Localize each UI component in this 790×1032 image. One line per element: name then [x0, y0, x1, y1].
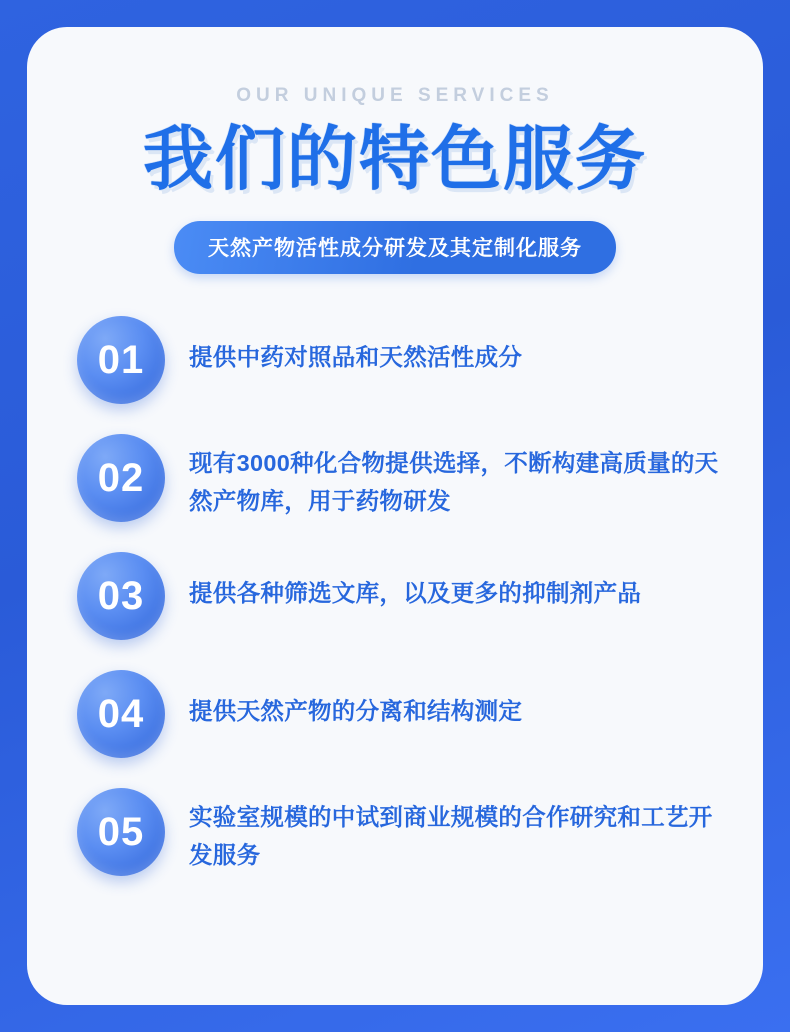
- service-description: 提供中药对照品和天然活性成分: [189, 344, 523, 370]
- list-item: [67, 788, 723, 906]
- service-number-badge: 02: [77, 434, 165, 522]
- service-description: 提供天然产物的分离和结构测定: [189, 698, 523, 724]
- service-list: [67, 316, 723, 906]
- eyebrow-text: OUR UNIQUE SERVICES: [236, 85, 554, 106]
- page-title-text: 我们的特色服务: [143, 120, 647, 198]
- service-description: 实验室规模的中试到商业规模的合作研究和工艺开发服务: [189, 804, 713, 868]
- subtitle-container: [67, 221, 723, 274]
- subtitle-pill: 天然产物活性成分研发及其定制化服务: [174, 221, 616, 274]
- service-number-badge: 05: [77, 788, 165, 876]
- list-item: [67, 670, 723, 788]
- page-title: [67, 113, 723, 205]
- list-item: [67, 552, 723, 670]
- service-number-badge: 03: [77, 552, 165, 640]
- service-description: 现有3000种化合物提供选择，不断构建高质量的天然产物库，用于药物研发: [189, 450, 719, 514]
- list-item: [67, 316, 723, 434]
- service-description: 提供各种筛选文库，以及更多的抑制剂产品: [189, 580, 642, 606]
- list-item: [67, 434, 723, 552]
- service-card: [27, 27, 763, 1005]
- service-number-badge: 04: [77, 670, 165, 758]
- service-number-badge: 01: [77, 316, 165, 404]
